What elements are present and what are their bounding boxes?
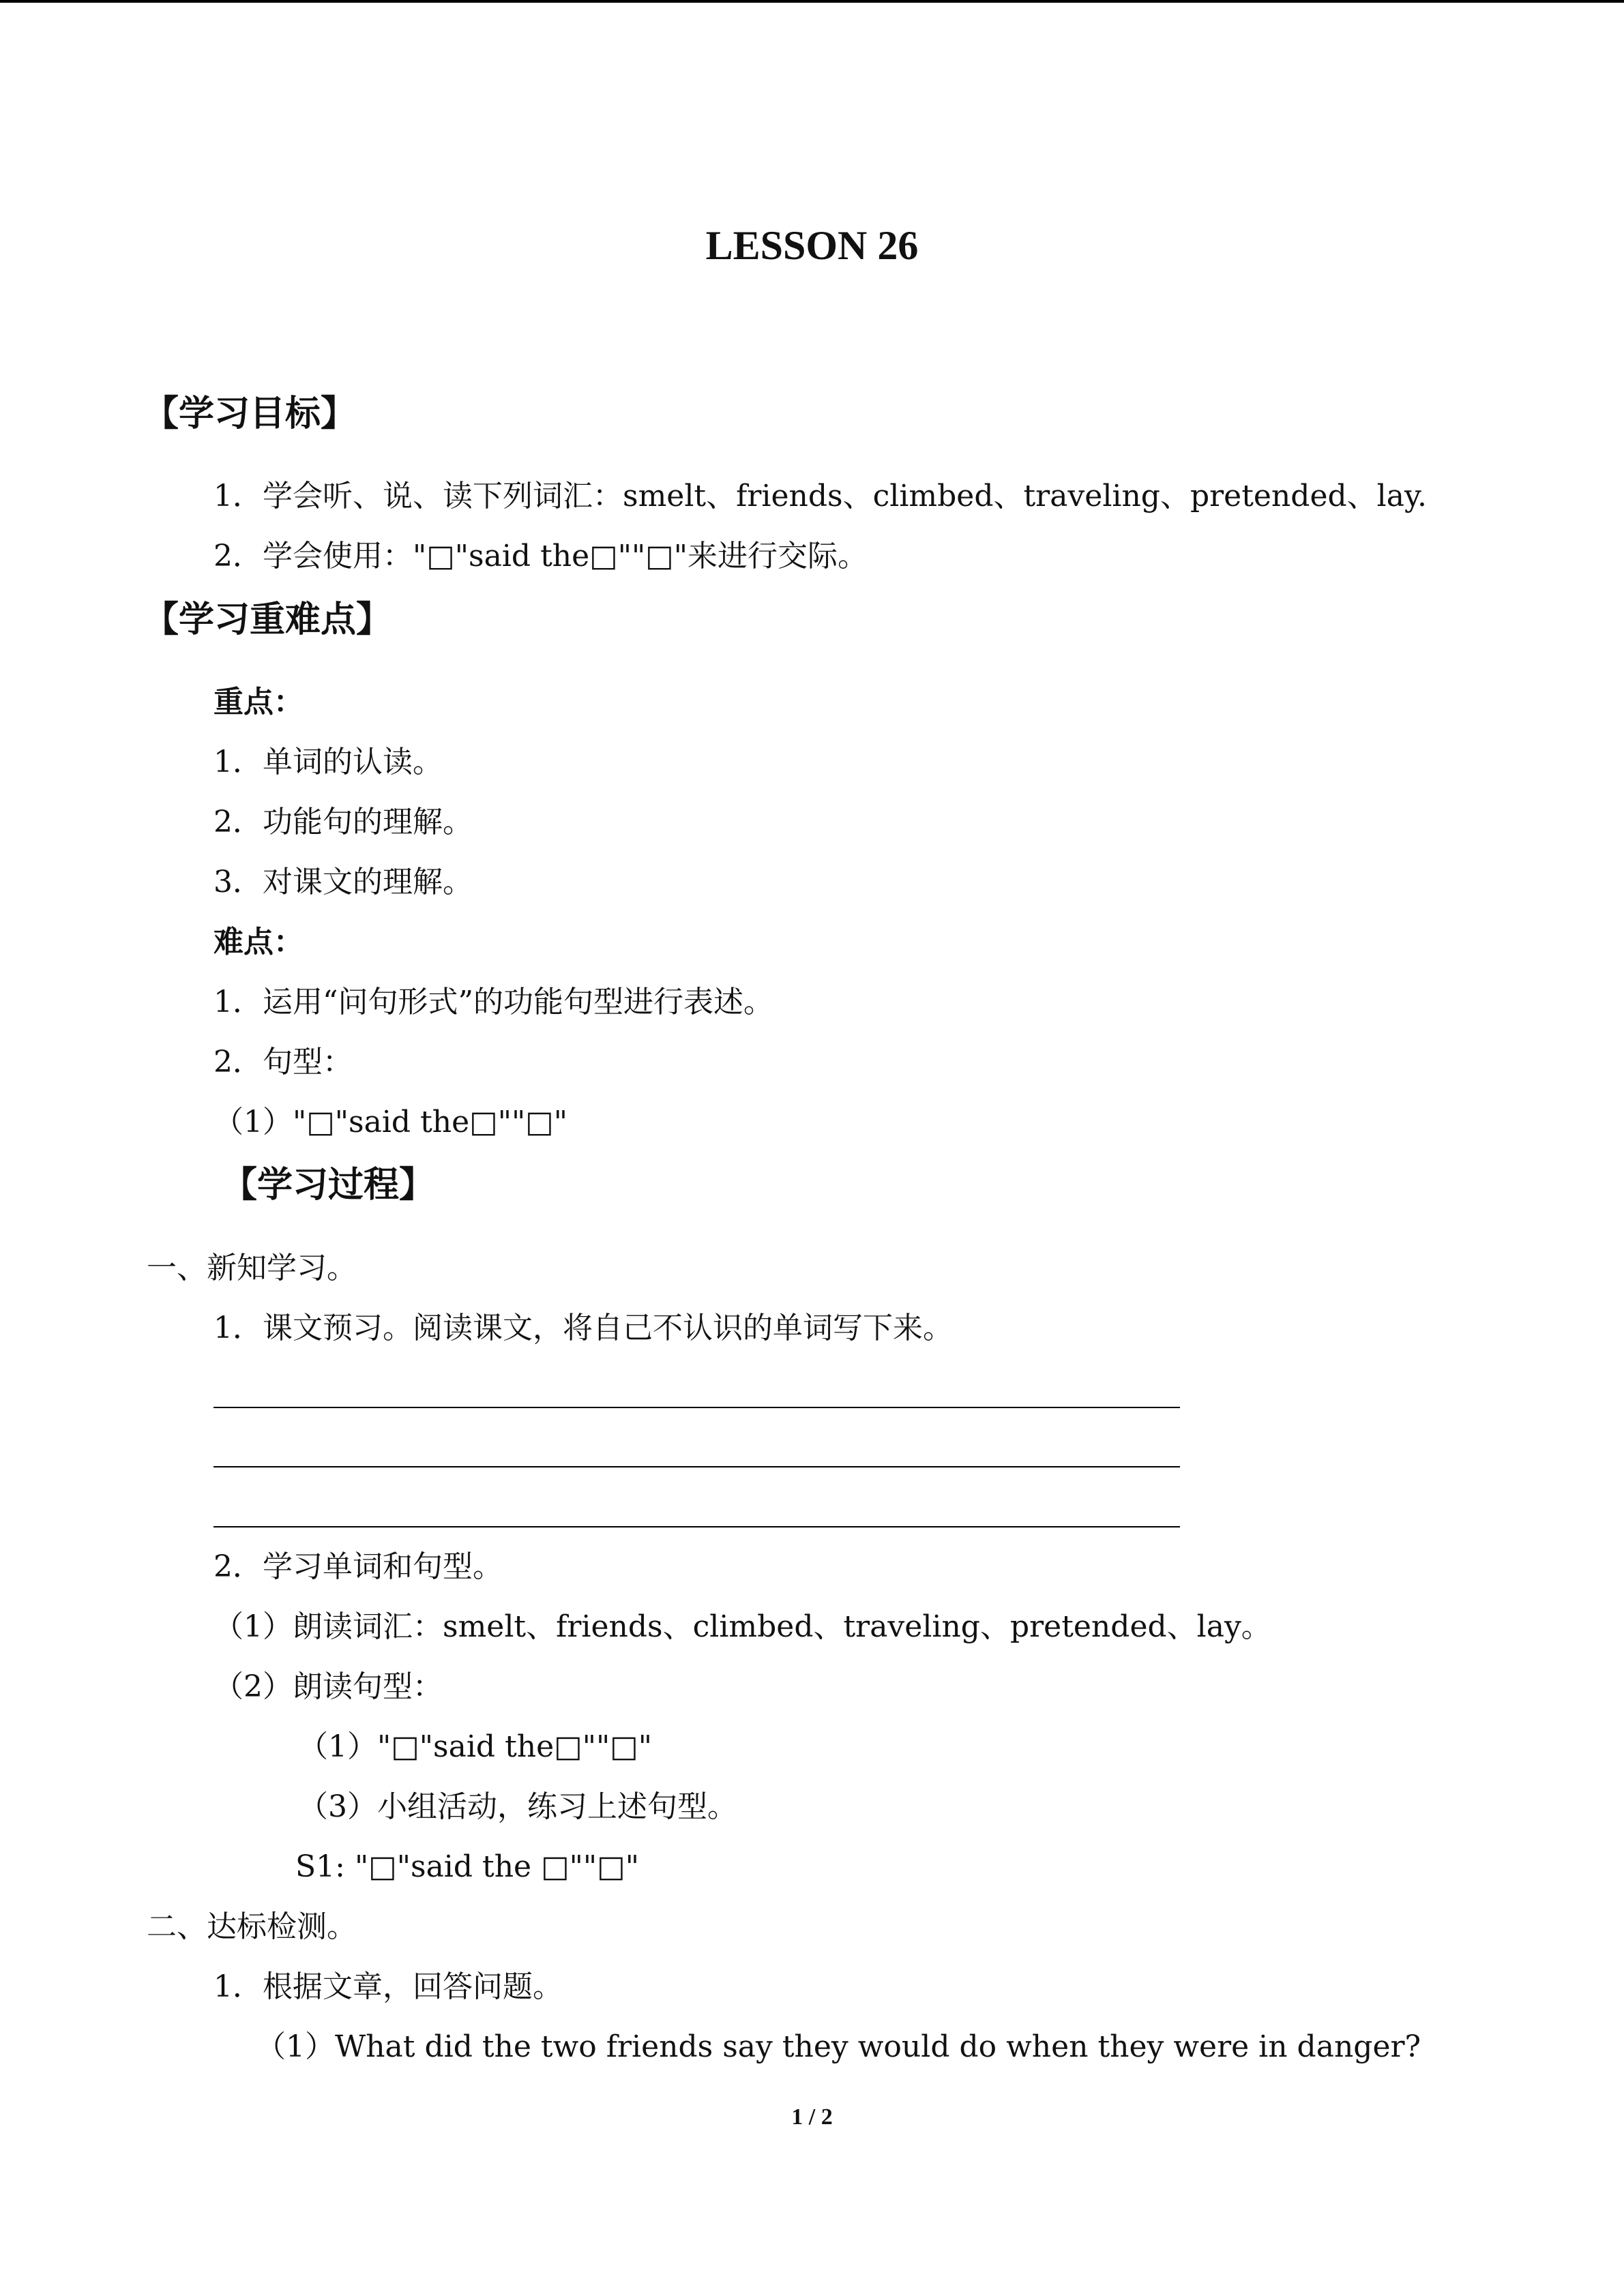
focus-item-1: 1．单词的认读。 bbox=[213, 745, 443, 779]
process-heading: 【学习过程】 bbox=[222, 1164, 435, 1206]
goal-item-1: 1．学会听、说、读下列词汇：smelt、friends、climbed、traveling、pretended、lay. bbox=[213, 479, 1427, 513]
sub-step-2: （2）朗读句型： bbox=[213, 1669, 443, 1704]
focus-label: 重点： bbox=[213, 685, 304, 719]
difficulty-label: 难点： bbox=[213, 925, 304, 959]
goal-item-2: 2．学会使用："□"said the□""□"来进行交际。 bbox=[213, 539, 868, 573]
part2-title: 二、达标检测。 bbox=[147, 1909, 357, 1944]
top-border-rule bbox=[0, 0, 1624, 3]
goals-heading: 【学习目标】 bbox=[143, 393, 357, 434]
s1-dialogue-line: S1: "□"said the □""□" bbox=[295, 1849, 639, 1884]
question-1: （1）What did the two friends say they would do when they were in danger? bbox=[256, 2029, 1421, 2064]
sub-step-1: （1）朗读词汇：smelt、friends、climbed、traveling、pretended、lay。 bbox=[213, 1609, 1271, 1644]
focus-item-2: 2．功能句的理解。 bbox=[213, 805, 473, 839]
answer-blank-line[interactable] bbox=[213, 1407, 1180, 1408]
focus-item-3: 3．对课文的理解。 bbox=[213, 865, 473, 899]
page-number: 1 / 2 bbox=[791, 2104, 833, 2130]
answer-blank-line[interactable] bbox=[213, 1526, 1180, 1527]
key-points-heading: 【学习重难点】 bbox=[143, 599, 392, 640]
answer-blank-line[interactable] bbox=[213, 1466, 1180, 1467]
sub-step-2-pattern: （1）"□"said the□""□" bbox=[298, 1729, 652, 1764]
part1-title: 一、新知学习。 bbox=[147, 1251, 357, 1285]
difficulty-item-1: 1．运用“问句形式”的功能句型进行表述。 bbox=[213, 985, 773, 1019]
page-title: LESSON 26 bbox=[705, 223, 919, 268]
question-intro: 1．根据文章，回答问题。 bbox=[213, 1969, 563, 2004]
difficulty-item-2: 2．句型： bbox=[213, 1045, 353, 1079]
sentence-pattern: （1）"□"said the□""□" bbox=[213, 1105, 567, 1139]
step2-study: 2．学习单词和句型。 bbox=[213, 1549, 503, 1584]
sub-step-3: （3）小组活动，练习上述句型。 bbox=[298, 1789, 737, 1824]
step1-preview: 1．课文预习。阅读课文，将自己不认识的单词写下来。 bbox=[213, 1311, 953, 1345]
